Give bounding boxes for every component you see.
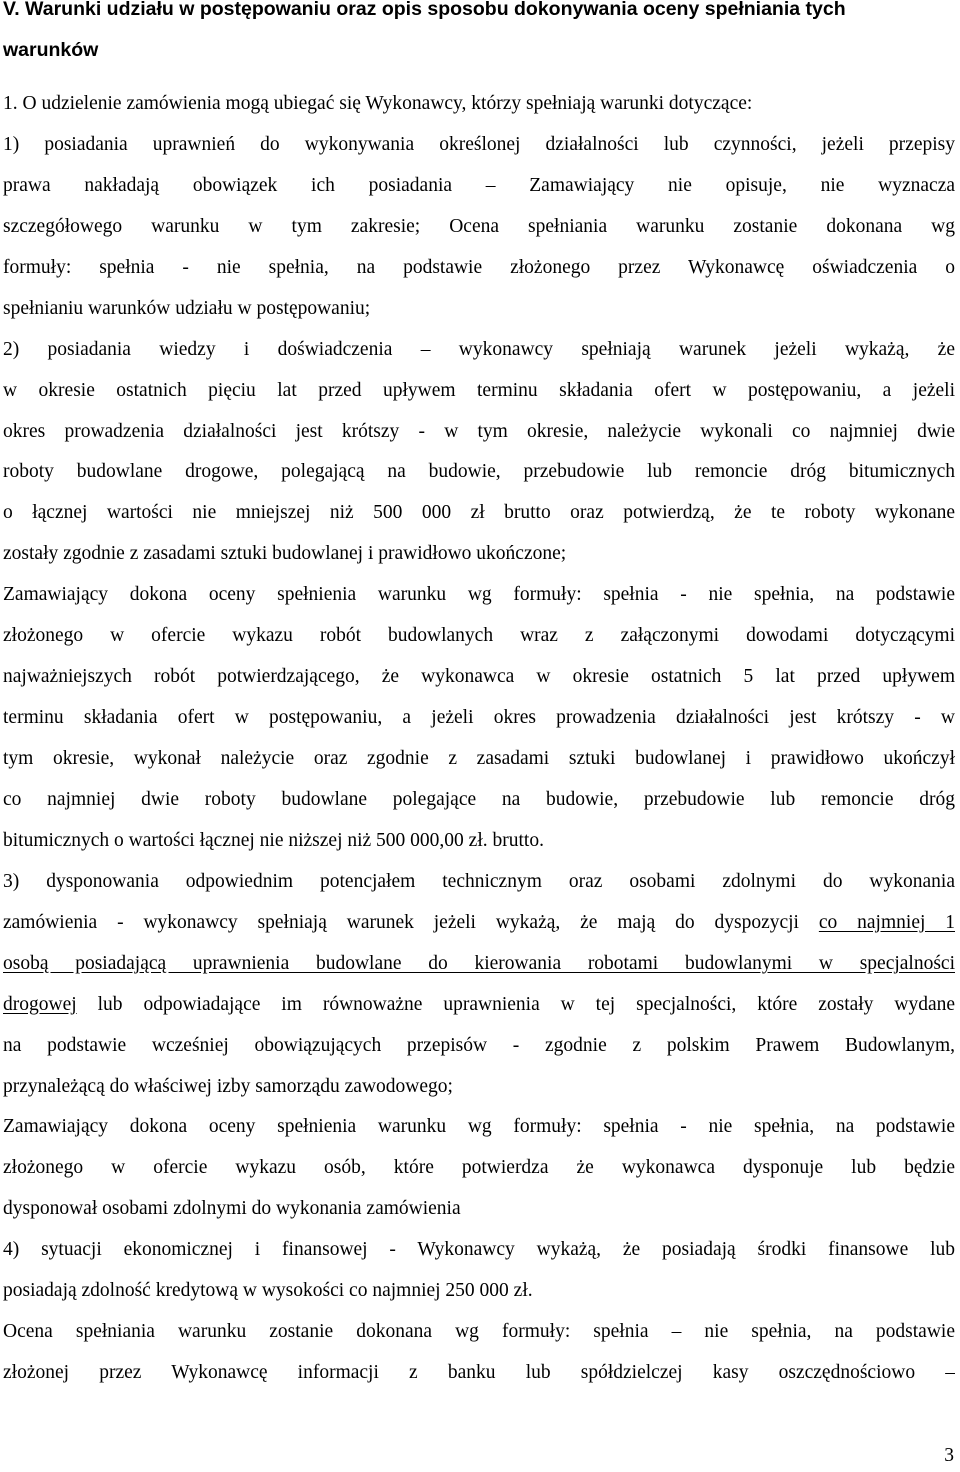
section-heading (3, 0, 953, 78)
text-line: najważniejszych robót potwierdzającego, że wykonawca w okresie ostatnich 5 lat przed upływem (3, 666, 955, 688)
section-body (3, 84, 955, 1394)
text-line: złożonej przez Wykonawcę informacji z banku lub spółdzielczej kasy oszczędnościowo – (3, 1362, 955, 1384)
text-line: szczegółowego warunku w tym zakresie; Ocena spełniania warunku zostanie dokonana wg (3, 215, 955, 237)
text-line: o łącznej wartości nie mniejszej niż 500 000 zł brutto oraz potwierdzą, że te roboty wykonane (3, 502, 955, 524)
text-line: formuły: spełnia - nie spełnia, na podstawie złożonego przez Wykonawcę oświadczenia o (3, 256, 955, 278)
underlined-text: osobą posiadającą uprawnienia budowlane do kierowania robotami budowlanymi w specjalności (3, 952, 955, 974)
text-line: 1. O udzielenie zamówienia mogą ubiegać się Wykonawcy, którzy spełniają warunki dotyczące: (3, 93, 753, 114)
text-line: tym okresie, wykonał należycie oraz zgodnie z zasadami sztuki budowlanej i prawidłowo ukończył (3, 748, 955, 769)
underlined-text: drogowej (3, 993, 77, 1015)
heading-line-1: V. Warunki udziału w postępowaniu oraz opis sposobu dokonywania oceny spełniania tych (3, 0, 846, 20)
text-line: złożonego w ofercie wykazu osób, które potwierdza że wykonawca dysponuje lub będzie (3, 1157, 955, 1179)
underlined-text: co najmniej 1 (818, 911, 955, 933)
text-line: w okresie ostatnich pięciu lat przed upływem terminu składania ofert w postępowaniu, a jeżeli (3, 379, 955, 401)
text-line: prawa nakładają obowiązek ich posiadania – Zamawiający nie opisuje, nie wyznacza (3, 174, 955, 196)
text-line: okres prowadzenia działalności jest krótszy - w tym okresie, należycie wykonali co najmniej dwie (3, 420, 955, 442)
text-line: spełnianiu warunków udziału w postępowaniu; (3, 297, 371, 319)
text-line (3, 944, 955, 985)
text-line: Ocena spełniania warunku zostanie dokonana wg formuły: spełnia – nie spełnia, na podstawie (3, 1321, 955, 1343)
text-line: bitumicznych o wartości łącznej nie niższej niż 500 000,00 zł. brutto. (3, 829, 544, 851)
text-line: złożonego w ofercie wykazu robót budowlanych wraz z załączonymi dowodami dotyczącymi (3, 625, 955, 647)
text-line: roboty budowlane drogowe, polegającą na budowie, przebudowie lub remoncie dróg bitumicznych (3, 461, 955, 483)
text-segment: lub odpowiadające im równoważne uprawnienia w tej specjalności, które zostały wydane (97, 993, 955, 1015)
text-line (3, 985, 955, 1026)
text-line: przynależącą do właściwej izby samorządu zawodowego; (3, 1075, 453, 1097)
text-line: terminu składania ofert w postępowaniu, a jeżeli okres prowadzenia działalności jest krótszy - w (3, 707, 955, 729)
page-number: 3 (944, 1445, 954, 1466)
text-line: 3) dysponowania odpowiednim potencjałem technicznym oraz osobami zdolnymi do wykonania (3, 870, 955, 892)
heading-line-2: warunków (3, 38, 99, 61)
text-line: 2) posiadania wiedzy i doświadczenia – wykonawcy spełniają warunek jeżeli wykażą, że (3, 338, 955, 360)
text-line: na podstawie wcześniej obowiązujących przepisów - zgodnie z polskim Prawem Budowlanym, (3, 1034, 955, 1056)
text-line: co najmniej dwie roboty budowlane polegające na budowie, przebudowie lub remoncie dróg (3, 788, 955, 810)
text-line: 4) sytuacji ekonomicznej i finansowej - Wykonawcy wykażą, że posiadają środki finansowe lub (3, 1239, 955, 1261)
text-line: zostały zgodnie z zasadami sztuki budowlanej i prawidłowo ukończone; (3, 543, 567, 565)
text-segment: zamówienia - wykonawcy spełniają warunek jeżeli wykażą, że mają do dyspozycji (3, 911, 799, 933)
text-line: Zamawiający dokona oceny spełnienia warunku wg formuły: spełnia - nie spełnia, na podstawie (3, 1116, 955, 1138)
text-line: dysponował osobami zdolnymi do wykonania zamówienia (3, 1198, 461, 1220)
text-line: Zamawiający dokona oceny spełnienia warunku wg formuły: spełnia - nie spełnia, na podstawie (3, 584, 955, 606)
text-line: 1) posiadania uprawnień do wykonywania określonej działalności lub czynności, jeżeli przepisy (3, 133, 955, 155)
text-line (3, 903, 955, 944)
text-line: posiadają zdolność kredytową w wysokości co najmniej 250 000 zł. (3, 1280, 533, 1302)
